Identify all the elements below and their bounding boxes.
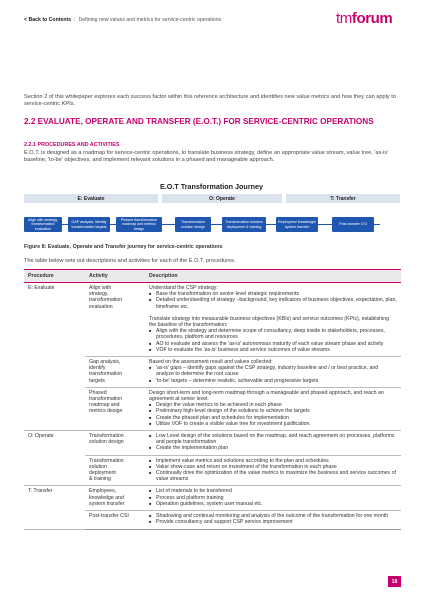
step-align-strategy: Align with strategy, transformation evaluation (24, 217, 62, 232)
description-bullet: ■ Process and platform training (149, 495, 397, 501)
activity-line: metrics design (89, 408, 123, 415)
activity-line: Gap analysis, (89, 359, 121, 366)
activity-line: transformation (89, 396, 123, 403)
step-knowledge-transfer: Employees/ knowledge/ system transfer (276, 217, 318, 232)
diagram-title: E.O.T Transformation Journey (159, 182, 264, 191)
procedure-cell: T: Transfer (28, 488, 53, 495)
activity-cell (85, 455, 145, 486)
description-bullet: ■ Implement value metrics and solutions according to the plan and schedules (149, 458, 397, 464)
description-bullet: ■ VOF to evaluate the 'as-is' business and service outcomes of value streams (149, 347, 397, 353)
table-row (24, 431, 401, 456)
table-row (24, 511, 401, 529)
description-bullet: ■ Preliminary high-level design of the solutions to achieve the targets (149, 408, 397, 414)
back-label[interactable]: < Back to Contents (24, 17, 72, 23)
description-cell (145, 511, 401, 529)
activity-line: targets (89, 377, 105, 384)
activity-line: Phased (89, 389, 107, 396)
phase-transfer: T: Transfer (286, 194, 400, 203)
description-bullet: ■ 'as-is' gaps – identify gaps against the CSP strategy, industry baseline and / or best practice, and analyze to determine the root cause (149, 365, 397, 377)
table-row (24, 486, 401, 511)
header-description: Description (145, 270, 401, 283)
subsection-body: E.O.T. is designed as a roadmap for service-centric operations, to translate business strategy, define an appropriate value stream, value tree, 'as-is' baseline, 'to-be' objectives, and implement relevant solutions in a phased and manageable approach. (24, 150, 389, 164)
procedure-cell (24, 455, 85, 486)
logo-tm: tm (336, 10, 352, 27)
procedure-cell: E: Evaluate (28, 285, 55, 291)
description-cell (145, 486, 401, 511)
activity-line: strategy, (89, 291, 109, 298)
activity-line: transformation (89, 371, 123, 378)
table-row (24, 455, 401, 486)
activity-cell (85, 486, 145, 511)
section-title: 2.2 EVALUATE, OPERATE AND TRANSFER (E.O.T.) FOR SERVICE-CENTRIC OPERATIONS (24, 117, 374, 126)
activity-line: solution design (89, 439, 124, 446)
activity-cell (85, 357, 145, 388)
breadcrumb-separator: | (74, 17, 76, 23)
activity-line: Transformation (89, 457, 124, 464)
table-row (24, 387, 401, 430)
activity-cell (85, 387, 145, 430)
activity-line: Employees, (89, 488, 117, 495)
description-bullet: ■ Value show-case and return on investment of the transformation in each phase (149, 464, 397, 470)
breadcrumb: Defining new values and metrics for service-centric operations (78, 17, 222, 23)
back-to-contents-link[interactable] (24, 17, 221, 23)
description-bullet: ■ Align with the strategy and determine scope of consultancy, deep inside to stakeholders, processes, procedures, platform and resources (149, 328, 397, 340)
activity-line: roadmap and (89, 402, 120, 409)
description-bullet: ■ Create the phased plan and schedules for implementation (149, 415, 397, 421)
phase-operate: O: Operate (162, 194, 282, 203)
activity-cell (85, 283, 145, 357)
description-bullet: ■ Design the value metrics to be achieved in each phase (149, 402, 397, 408)
step-gap-analysis: GAP analysis, identify transformation targets (68, 217, 110, 232)
description-bullet: ■ Create the implementation plan (149, 445, 397, 451)
description-cell (145, 431, 401, 456)
activity-line: Align with (89, 285, 112, 291)
description-bullet: ■ Continually drive the optimization of the value metrics to maximize the business and service outcomes of value streams (149, 470, 397, 482)
description-bullet: ■ List of materials to be transferred (149, 488, 397, 494)
activity-line: transformation (89, 297, 123, 304)
step-phased-roadmap: Phased transformation roadmap and metrics design (116, 217, 162, 232)
description-bullet: ■ Provide consultancy and support CSP service improvement (149, 519, 397, 525)
description-intro: Understand the CSP strategy: (149, 285, 218, 291)
table-intro: The table below sets out descriptions and activities for each of the E.O.T. procedures. (24, 258, 236, 264)
description-bullet: ■ Low Level design of the solutions based on the roadmap, and reach agreement on processes, platforms and people transformation (149, 433, 397, 445)
procedure-cell: O: Operate (28, 433, 54, 440)
description-cell (145, 357, 401, 388)
description-intro: Based on the assessment result and values collected: (149, 359, 273, 366)
description-intro: Translate strategy into measurable business objectives (KBIs) and service outcomes (KPIs), establishing the baseline of the transformation: (149, 315, 389, 329)
step-solution-design: Transformation solution design (175, 217, 211, 232)
activity-line: system transfer (89, 500, 125, 507)
description-bullet: ■ Detailed understanding of strategy –background, key indicators of business objectives, expectation, plan, timeframe etc. (149, 297, 397, 309)
activity-line: deployment (89, 470, 116, 477)
activity-line: evaluation (89, 303, 113, 310)
procedure-cell (24, 387, 85, 430)
description-bullet: ■ AO to evaluate and assess the 'as-is' autonomous maturity of each value stream phase and activity (149, 341, 397, 347)
phase-evaluate: E: Evaluate (24, 194, 158, 203)
step-solution-deployment: Transformation solution deployment & training (222, 217, 266, 232)
header-procedure: Procedure (24, 270, 85, 283)
activity-cell (85, 511, 145, 529)
activity-line: & training (89, 476, 111, 483)
procedure-cell (24, 511, 85, 529)
description-cell (145, 387, 401, 430)
eot-table (24, 269, 401, 530)
description-bullet: ■ Shadowing and continual monitoring and analysis of the outcome of the transformation for one month (149, 513, 397, 519)
description-cell (145, 455, 401, 486)
table-row (24, 283, 401, 357)
table-row (24, 357, 401, 388)
activity-line: knowledge and (89, 494, 124, 501)
activity-line: solution (89, 463, 107, 470)
description-bullet: ■ Operation guidelines, system user manual etc. (149, 501, 397, 507)
description-bullet: ■ Base the transformation on senior-level strategic requirements (149, 291, 397, 297)
table-header-row (24, 270, 401, 283)
description-intro: Design short-term and long-term roadmap through a manageable and phased approach, and reach an agreement at senior level: (149, 389, 384, 403)
procedure-cell (24, 357, 85, 388)
step-post-transfer-csi: Post-transfer CSI (332, 217, 374, 232)
logo-forum: forum (351, 10, 393, 27)
activity-line: identify (89, 365, 106, 372)
activity-line: Transformation (89, 433, 124, 440)
intro-paragraph: Section 2 of this whitepaper explores each success factor within this reference architecture and identifies new value metrics and how they can apply to service-centric KPIs. (24, 94, 396, 108)
description-cell (145, 283, 401, 357)
activity-cell (85, 431, 145, 456)
header-activity: Activity (85, 270, 145, 283)
tmforum-logo (336, 10, 392, 27)
figure-caption: Figure 8: Evaluate, Operate and Transfer journey for service-centric operations (24, 244, 223, 250)
description-bullet: ■ 'to-be' targets – determine realistic, achievable and progressive targets (149, 378, 397, 384)
description-bullet: ■ Utilize VOF to create a visible value tree for investment justification. (149, 421, 397, 427)
activity-line: Post-transfer CSI (89, 513, 129, 520)
page-number: 18 (388, 576, 401, 587)
subsection-title: 2.2.1 PROCEDURES AND ACTIVITIES (24, 142, 120, 148)
